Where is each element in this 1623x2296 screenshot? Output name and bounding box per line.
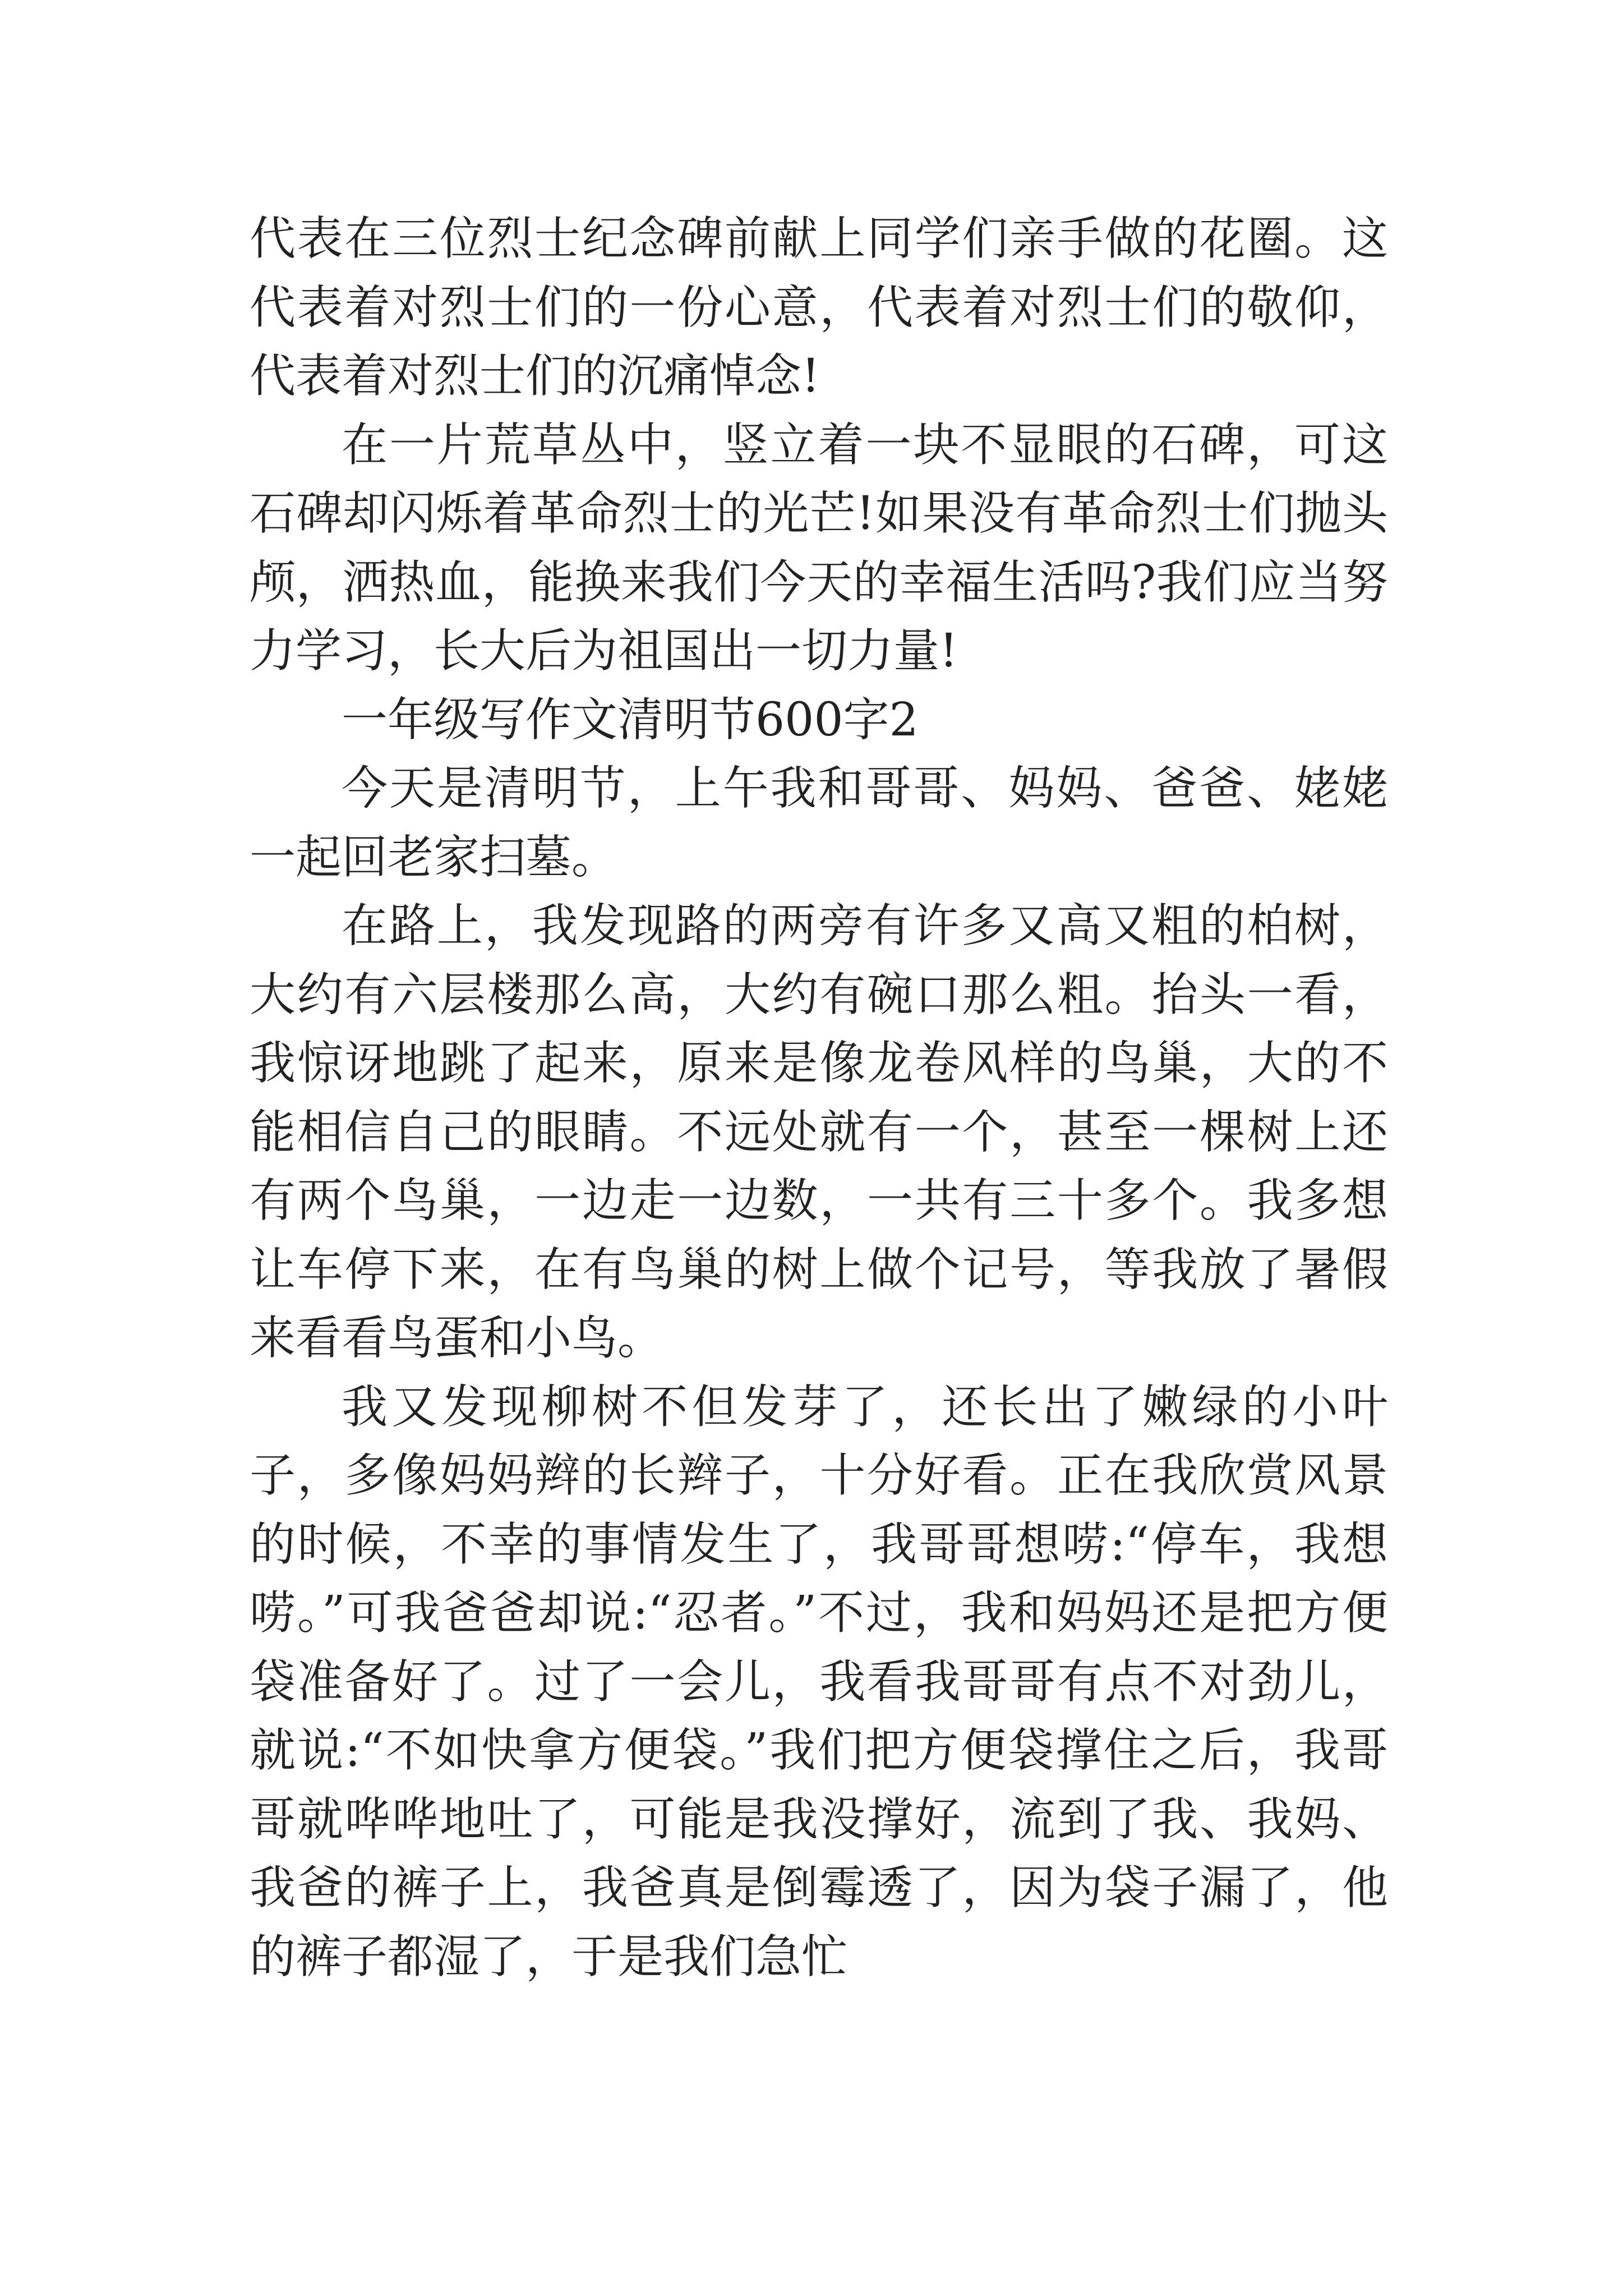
paragraph: 今天是清明节，上午我和哥哥、妈妈、爸爸、姥姥一起回老家扫墓。 xyxy=(250,762,1388,884)
paragraph: 在一片荒草丛中，竖立着一块不显眼的石碑，可这石碑却闪烁着革命烈士的光芒!如果没有革命烈士们抛头颅，洒热血，能换来我们今天的幸福生活吗?我们应当努力学习，长大后为祖国出一切力量! xyxy=(250,418,1388,678)
paragraph: 我又发现柳树不但发芽了，还长出了嫩绿的小叶子，多像妈妈辫的长辫子，十分好看。正在我欣赏风景的时候，不幸的事情发生了，我哥哥想唠:“停车，我想唠。”可我爸爸却说:“忍者。”不过，我和妈妈还是把方便袋准备好了。过了一会儿，我看我哥哥有点不对劲儿，就说:“不如快拿方便袋。”我们把方便袋撑住之后，我哥哥就哗哗地吐了，可能是我没撑好，流到了我、我妈、我爸的裤子上，我爸真是倒霉透了，因为袋子漏了，他的裤子都湿了，于是我们急忙 xyxy=(250,1380,1388,1984)
document-body xyxy=(250,205,1388,1991)
section-title: 一年级写作文清明节600字2 xyxy=(342,693,919,747)
paragraph: 在路上，我发现路的两旁有许多又高又粗的柏树，大约有六层楼那么高，大约有碗口那么粗。抬头一看，我惊讶地跳了起来，原来是像龙卷风样的鸟巢，大的不能相信自己的眼睛。不远处就有一个，甚至一棵树上还有两个鸟巢，一边走一边数，一共有三十多个。我多想让车停下来，在有鸟巢的树上做个记号，等我放了暑假来看看鸟蛋和小鸟。 xyxy=(250,899,1388,1365)
paragraph-continuation: 代表在三位烈士纪念碑前献上同学们亲手做的花圈。这代表着对烈士们的一份心意，代表着对烈士们的敬仰，代表着对烈士们的沉痛悼念! xyxy=(250,212,1388,403)
